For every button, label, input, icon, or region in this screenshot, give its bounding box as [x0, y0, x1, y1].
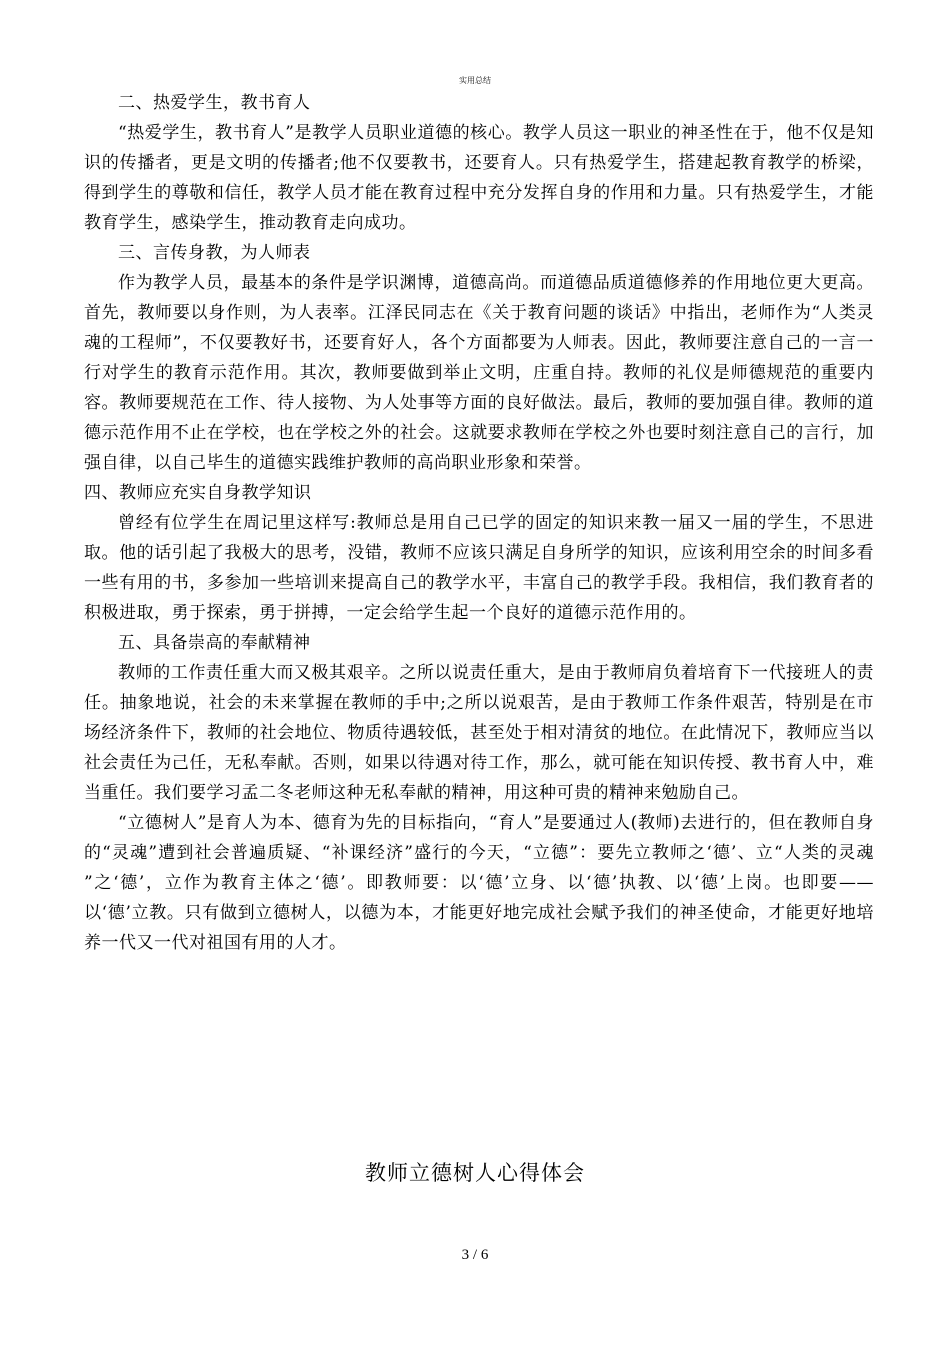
section-heading-5: 五、具备崇高的奉献精神	[118, 633, 311, 653]
document-body	[84, 88, 874, 958]
paragraph-knowledge: 曾经有位学生在周记里这样写:教师总是用自己已学的固定的知识来教一届又一届的学生，不思进取。他的话引起了我极大的思考，没错，教师不应该只满足自身所学的知识，应该利用空余的时间多看一些有用的书，多参加一些培训来提高自己的教学水平，丰富自己的教学手段。我相信，我们教育者的积极进取，勇于探索，勇于拼搏，一定会给学生起一个良好的道德示范作用的。	[84, 513, 874, 623]
section-heading-4: 四、教师应充实自身教学知识	[84, 483, 312, 503]
running-header: 实用总结	[459, 76, 491, 85]
paragraph-dedication: 教师的工作责任重大而又极其艰辛。之所以说责任重大，是由于教师肩负着培育下一代接班人的责任。抽象地说，社会的未来掌握在教师的手中;之所以说艰苦，是由于教师工作条件艰苦，特别是在市场经济条件下，教师的社会地位、物质待遇较低，甚至处于相对清贫的地位。在此情况下，教师应当以社会责任为己任，无私奉献。否则，如果以待遇对待工作，那么，就可能在知识传授、教书育人中，难当重任。我们要学习孟二冬老师这种无私奉献的精神，用这种可贵的精神来勉励自己。	[84, 663, 874, 803]
document-title: 教师立德树人心得体会	[365, 1161, 585, 1185]
page-number: 3 / 6	[461, 1247, 489, 1263]
paragraph-role-model: 作为教学人员，最基本的条件是学识渊博，道德高尚。而道德品质道德修养的作用地位更大更高。首先，教师要以身作则，为人表率。江泽民同志在《关于教育问题的谈话》中指出，老师作为“人类灵魂的工程师”，不仅要教好书，还要育好人，各个方面都要为人师表。因此，教师要注意自己的一言一行对学生的教育示范作用。其次，教师要做到举止文明，庄重自持。教师的礼仪是师德规范的重要内容。教师要规范在工作、待人接物、为人处事等方面的良好做法。最后，教师的要加强自律。教师的道德示范作用不止在学校，也在学校之外的社会。这就要求教师在学校之外也要时刻注意自己的言行，加强自律，以自己毕生的道德实践维护教师的高尚职业形象和荣誉。	[84, 273, 874, 473]
paragraph-love-students: “热爱学生，教书育人”是教学人员职业道德的核心。教学人员这一职业的神圣性在于，他不仅是知识的传播者，更是文明的传播者;他不仅要教书，还要育人。只有热爱学生，搭建起教育教学的桥梁，得到学生的尊敬和信任，教学人员才能在教育过程中充分发挥自身的作用和力量。只有热爱学生，才能教育学生，感染学生，推动教育走向成功。	[84, 123, 874, 233]
section-heading-2: 二、热爱学生，教书育人	[118, 93, 311, 113]
section-heading-3: 三、言传身教，为人师表	[118, 243, 311, 263]
paragraph-lide-shuren: “立德树人”是育人为本、德育为先的目标指向，“育人”是要通过人(教师)去进行的，但在教师自身的“灵魂”遭到社会普遍质疑、“补课经济”盛行的今天，“立德”：要先立教师之‘德’、立“人类的灵魂 ”之‘德’，立作为教育主体之‘德’。即教师要：以‘德’立身、以‘德’执教、以‘德’上岗。也即要——以‘德’立教。只有做到立德树人，以德为本，才能更好地完成社会赋予我们的神圣使命，才能更好地培养一代又一代对祖国有用的人才。	[84, 813, 874, 953]
